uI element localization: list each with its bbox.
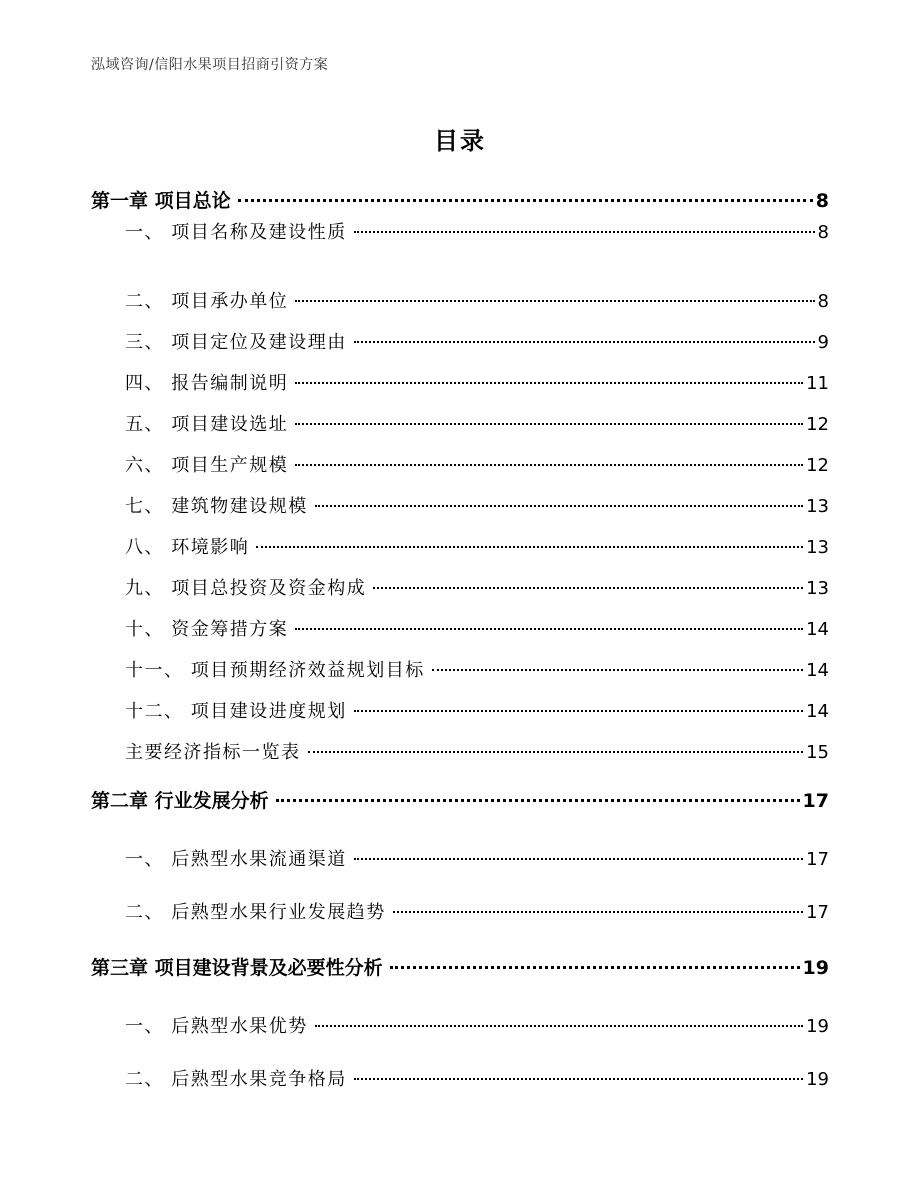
toc-section-3-2[interactable] [125, 1065, 829, 1091]
toc-page-number: 14 [806, 619, 829, 640]
toc-entry-label: 五、 项目建设选址 [125, 414, 289, 435]
toc-chapter-2[interactable] [91, 786, 829, 813]
dot-leader [354, 231, 815, 233]
toc-entry-label: 第二章 行业发展分析 [91, 790, 269, 812]
toc-section-1-3[interactable] [125, 328, 829, 354]
dot-leader [432, 669, 803, 671]
toc-entry-label: 二、 后熟型水果竞争格局 [125, 1069, 347, 1090]
dot-leader [354, 710, 803, 712]
toc-page-number: 17 [806, 902, 829, 923]
toc-entry-label: 一、 项目名称及建设性质 [125, 222, 347, 243]
toc-page-number: 19 [806, 1016, 829, 1037]
toc-entry-label: 三、 项目定位及建设理由 [125, 332, 347, 353]
toc-page-number: 9 [817, 332, 829, 353]
dot-leader [315, 1025, 803, 1027]
dot-leader [295, 628, 803, 630]
toc-entry-label: 九、 项目总投资及资金构成 [125, 578, 367, 599]
toc-page-number: 17 [802, 790, 829, 812]
toc-section-3-1[interactable] [125, 1012, 829, 1038]
toc-page-number: 19 [802, 957, 829, 979]
toc-section-1-10[interactable] [125, 615, 829, 641]
dot-leader [354, 341, 815, 343]
dot-leader [295, 300, 814, 302]
toc-section-1-8[interactable] [125, 533, 829, 559]
toc-page-number: 15 [806, 742, 829, 763]
page-title: 目录 [434, 127, 486, 155]
toc-entry-label: 一、 后熟型水果优势 [125, 1016, 308, 1037]
dot-leader [308, 751, 804, 753]
dot-leader [354, 858, 803, 860]
toc-entry-label: 八、 环境影响 [125, 537, 250, 558]
toc-page-number: 8 [817, 291, 829, 312]
toc-page-number: 11 [806, 373, 829, 394]
dot-leader [256, 546, 803, 548]
running-header: 泓域咨询/信阳水果项目招商引资方案 [91, 57, 329, 73]
toc-section-1-11[interactable] [125, 656, 829, 682]
dot-leader [393, 911, 803, 913]
toc-entry-label: 第一章 项目总论 [91, 190, 231, 212]
dot-leader [295, 423, 803, 425]
dot-leader [295, 464, 803, 466]
dot-leader [295, 382, 803, 384]
dot-leader [315, 505, 803, 507]
toc-entry-label: 十、 资金筹措方案 [125, 619, 289, 640]
toc-section-1-1[interactable] [125, 218, 829, 244]
dot-leader [276, 799, 800, 802]
toc-section-1-6[interactable] [125, 451, 829, 477]
toc-entry-label: 七、 建筑物建设规模 [125, 496, 308, 517]
toc-entry-label: 六、 项目生产规模 [125, 455, 289, 476]
toc-entry-label: 第三章 项目建设背景及必要性分析 [91, 957, 383, 979]
toc-section-1-summary-table[interactable] [125, 738, 829, 764]
toc-page-number: 14 [806, 701, 829, 722]
toc-entry-label: 一、 后熟型水果流通渠道 [125, 849, 347, 870]
toc-section-1-5[interactable] [125, 410, 829, 436]
toc-page-number: 13 [806, 578, 829, 599]
toc-page-number: 19 [806, 1069, 829, 1090]
toc-section-1-9[interactable] [125, 574, 829, 600]
toc-chapter-3[interactable] [91, 953, 829, 980]
dot-leader [390, 966, 800, 969]
toc-entry-label: 二、 后熟型水果行业发展趋势 [125, 902, 386, 923]
toc-entry-label: 四、 报告编制说明 [125, 373, 289, 394]
toc-section-1-4[interactable] [125, 369, 829, 395]
toc-entry-label: 二、 项目承办单位 [125, 291, 289, 312]
toc-page-number: 12 [806, 414, 829, 435]
toc-section-1-7[interactable] [125, 492, 829, 518]
toc-entry-label: 十一、 项目预期经济效益规划目标 [125, 660, 425, 681]
toc-page-number: 13 [806, 496, 829, 517]
toc-section-1-2[interactable] [125, 287, 829, 313]
toc-page-number: 8 [817, 222, 829, 243]
toc-section-2-2[interactable] [125, 898, 829, 924]
dot-leader [238, 199, 813, 202]
dot-leader [354, 1078, 803, 1080]
toc-section-2-1[interactable] [125, 845, 829, 871]
toc-page-number: 8 [815, 190, 829, 212]
toc-page-number: 12 [806, 455, 829, 476]
toc-entry-label: 十二、 项目建设进度规划 [125, 701, 347, 722]
toc-page-number: 17 [806, 849, 829, 870]
dot-leader [373, 587, 803, 589]
toc-section-1-12[interactable] [125, 697, 829, 723]
toc-chapter-1[interactable] [91, 186, 829, 213]
toc-entry-label: 主要经济指标一览表 [125, 742, 301, 763]
toc-page-number: 13 [806, 537, 829, 558]
toc-page-number: 14 [806, 660, 829, 681]
